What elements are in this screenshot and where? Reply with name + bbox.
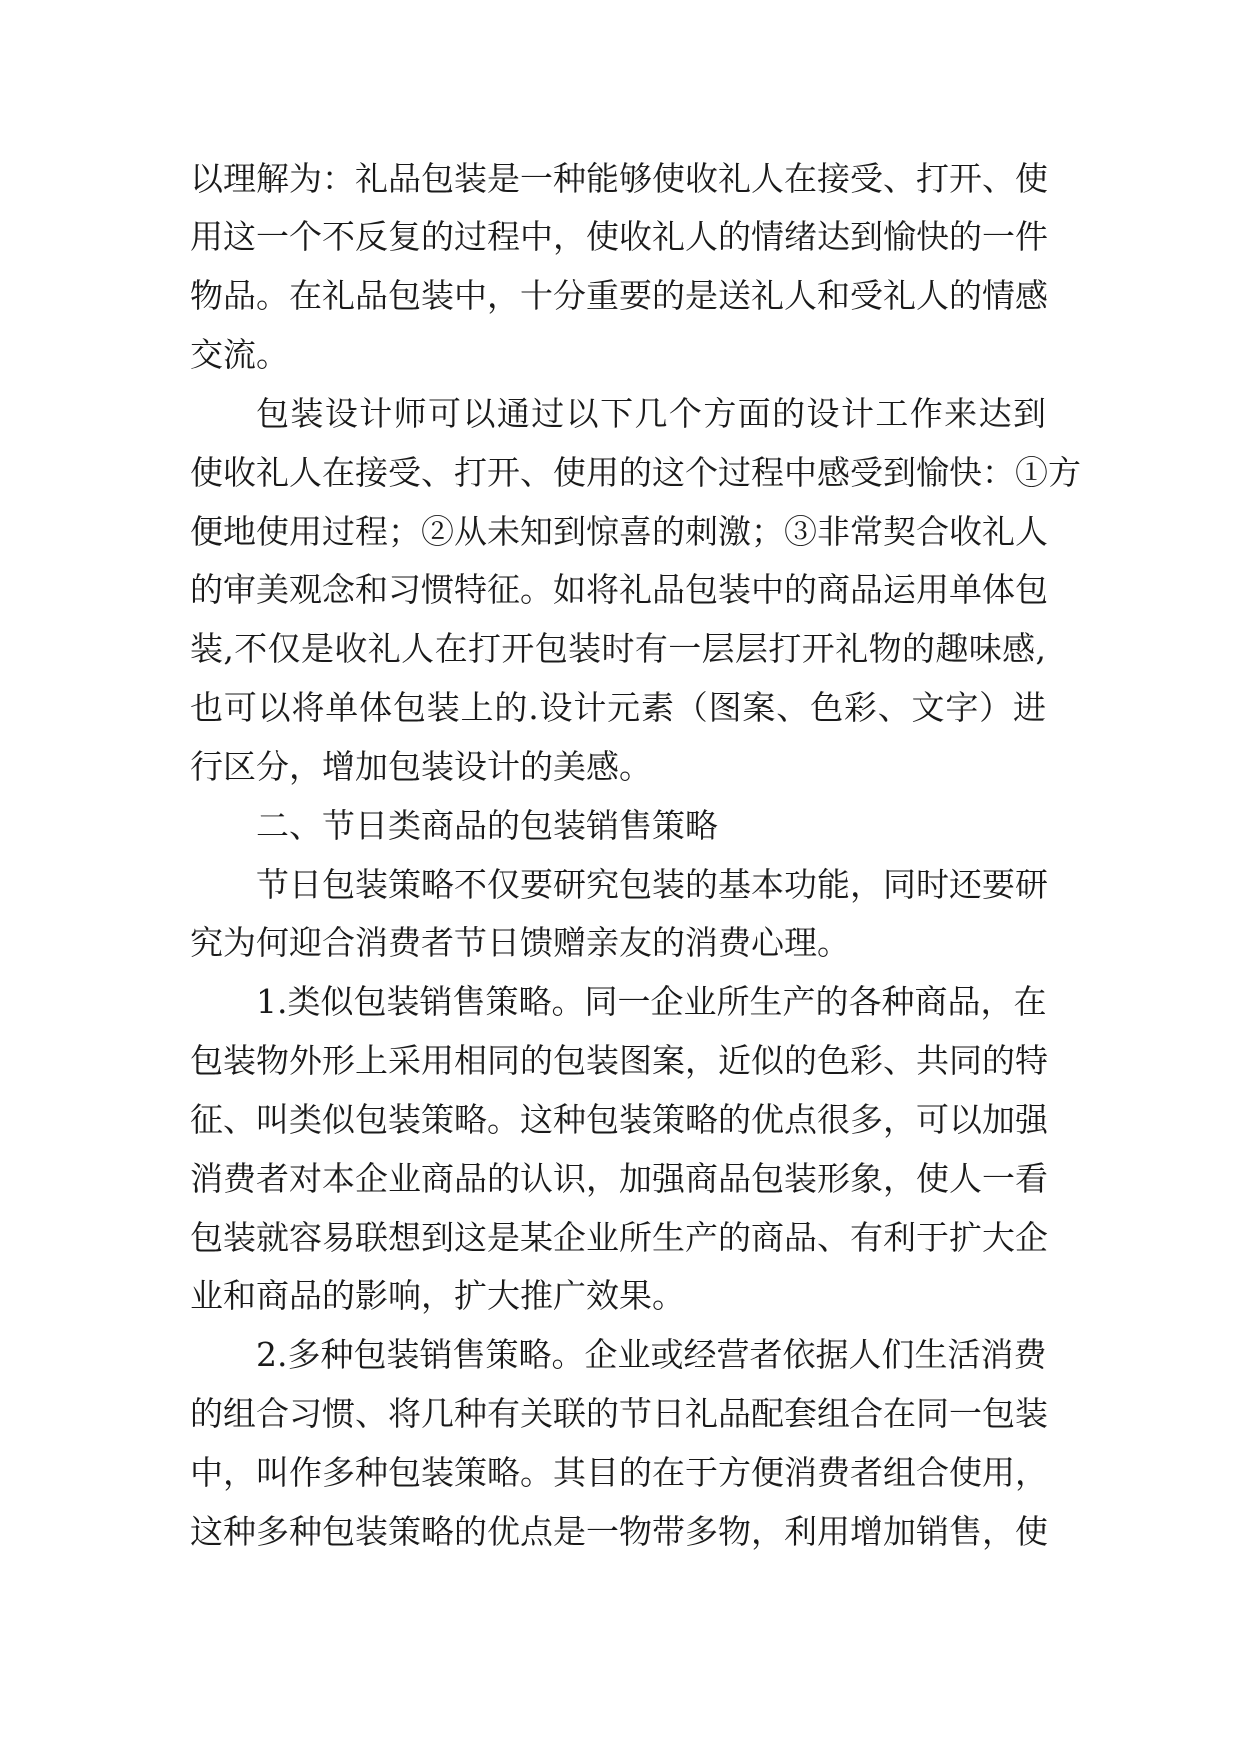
text-line: 交流。 <box>190 335 289 374</box>
paragraph-first-line: 包装设计师可以通过以下几个方面的设计工作来达到 <box>256 394 1046 433</box>
paragraph-first-line: 节日包装策略不仅要研究包装的基本功能，同时还要研 <box>256 865 1048 904</box>
text-line: 消费者对本企业商品的认识，加强商品包装形象，使人一看 <box>190 1159 1048 1198</box>
text-line: 便地使用过程；②从未知到惊喜的刺激；③非常契合收礼人 <box>190 512 1048 551</box>
text-line: 业和商品的影响，扩大推广效果。 <box>190 1276 685 1315</box>
text-line: 物品。在礼品包装中，十分重要的是送礼人和受礼人的情感 <box>190 276 1048 315</box>
text-line: 的组合习惯、将几种有关联的节日礼品配套组合在同一包装 <box>190 1394 1048 1433</box>
text-line: 使收礼人在接受、打开、使用的这个过程中感受到愉快：①方 <box>190 453 1081 492</box>
text-line: 行区分，增加包装设计的美感。 <box>190 747 652 786</box>
text-line: 究为何迎合消费者节日馈赠亲友的消费心理。 <box>190 923 850 962</box>
paragraph-first-line: 2.多种包装销售策略。企业或经营者依据人们生活消费 <box>256 1335 1047 1374</box>
paragraph-first-line: 1.类似包装销售策略。同一企业所生产的各种商品，在 <box>256 982 1047 1021</box>
text-line: 这种多种包装策略的优点是一物带多物，利用增加销售，使 <box>190 1512 1048 1551</box>
text-line: 包装物外形上采用相同的包装图案，近似的色彩、共同的特 <box>190 1041 1048 1080</box>
text-line: 包装就容易联想到这是某企业所生产的商品、有利于扩大企 <box>190 1218 1048 1257</box>
section-heading: 二、节日类商品的包装销售策略 <box>256 806 718 845</box>
text-line: 用这一个不反复的过程中，使收礼人的情绪达到愉快的一件 <box>190 217 1048 256</box>
text-line: 征、叫类似包装策略。这种包装策略的优点很多，可以加强 <box>190 1100 1048 1139</box>
text-line: 以理解为：礼品包装是一种能够使收礼人在接受、打开、使 <box>190 159 1048 198</box>
text-line: 的审美观念和习惯特征。如将礼品包装中的商品运用单体包 <box>190 570 1048 609</box>
text-line: 也可以将单体包装上的.设计元素（图案、色彩、文字）进 <box>190 688 1046 727</box>
text-line: 装,不仅是收礼人在打开包装时有一层层打开礼物的趣味感, <box>190 629 1046 668</box>
text-line: 中，叫作多种包装策略。其目的在于方便消费者组合使用， <box>190 1453 1048 1492</box>
